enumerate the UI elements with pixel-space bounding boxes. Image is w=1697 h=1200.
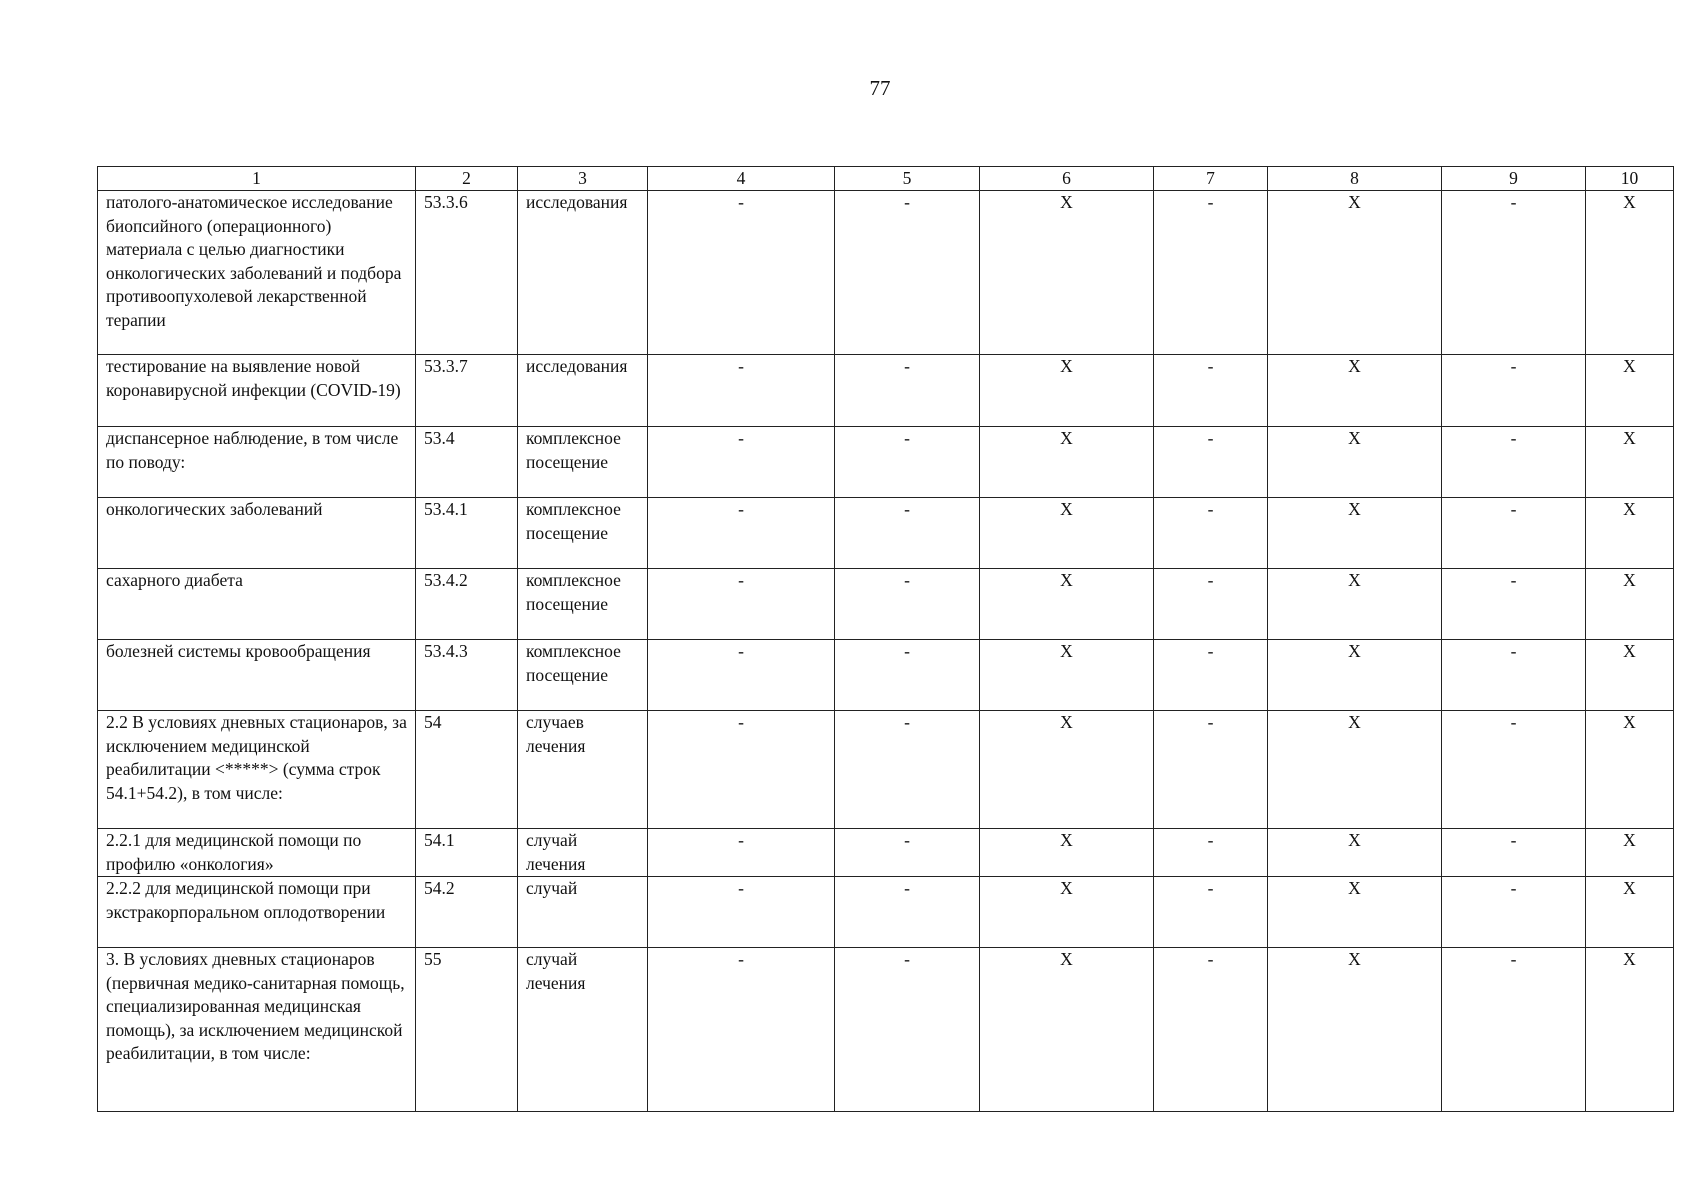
cell-col9: - bbox=[1442, 355, 1586, 427]
cell-col8: X bbox=[1268, 877, 1442, 948]
column-header: 8 bbox=[1268, 167, 1442, 191]
row-name: онкологических заболеваний bbox=[98, 498, 416, 569]
row-code: 53.3.6 bbox=[416, 191, 518, 355]
column-header: 10 bbox=[1586, 167, 1674, 191]
column-header: 2 bbox=[416, 167, 518, 191]
cell-col5: - bbox=[835, 355, 980, 427]
cell-col8: X bbox=[1268, 569, 1442, 640]
cell-col10: X bbox=[1586, 640, 1674, 711]
cell-col4: - bbox=[648, 829, 835, 877]
cell-col4: - bbox=[648, 427, 835, 498]
row-code: 55 bbox=[416, 948, 518, 1112]
table-row bbox=[98, 427, 1674, 498]
cell-col5: - bbox=[835, 711, 980, 829]
table-row bbox=[98, 191, 1674, 355]
cell-col7: - bbox=[1154, 711, 1268, 829]
cell-col10: X bbox=[1586, 948, 1674, 1112]
row-unit: исследования bbox=[518, 191, 648, 355]
table-row bbox=[98, 711, 1674, 829]
column-header: 9 bbox=[1442, 167, 1586, 191]
cell-col4: - bbox=[648, 498, 835, 569]
row-unit: случай лечения bbox=[518, 829, 648, 877]
row-code: 53.4 bbox=[416, 427, 518, 498]
cell-col9: - bbox=[1442, 829, 1586, 877]
cell-col5: - bbox=[835, 829, 980, 877]
cell-col9: - bbox=[1442, 427, 1586, 498]
row-name: сахарного диабета bbox=[98, 569, 416, 640]
row-unit: комплексное посещение bbox=[518, 569, 648, 640]
cell-col10: X bbox=[1586, 427, 1674, 498]
cell-col7: - bbox=[1154, 427, 1268, 498]
column-header: 7 bbox=[1154, 167, 1268, 191]
cell-col5: - bbox=[835, 877, 980, 948]
cell-col7: - bbox=[1154, 829, 1268, 877]
cell-col6: X bbox=[980, 498, 1154, 569]
cell-col7: - bbox=[1154, 355, 1268, 427]
row-code: 53.4.3 bbox=[416, 640, 518, 711]
row-code: 53.3.7 bbox=[416, 355, 518, 427]
table-row bbox=[98, 640, 1674, 711]
cell-col8: X bbox=[1268, 948, 1442, 1112]
cell-col5: - bbox=[835, 640, 980, 711]
cell-col4: - bbox=[648, 711, 835, 829]
header-row bbox=[98, 167, 1674, 191]
cell-col8: X bbox=[1268, 355, 1442, 427]
cell-col5: - bbox=[835, 498, 980, 569]
row-name: 2.2 В условиях дневных стационаров, за исключением медицинской реабилитации <*****> (сумма строк 54.1+54.2), в том числе: bbox=[98, 711, 416, 829]
cell-col9: - bbox=[1442, 498, 1586, 569]
row-code: 53.4.1 bbox=[416, 498, 518, 569]
row-code: 54 bbox=[416, 711, 518, 829]
table-row bbox=[98, 829, 1674, 877]
cell-col4: - bbox=[648, 877, 835, 948]
table-row bbox=[98, 498, 1674, 569]
cell-col7: - bbox=[1154, 498, 1268, 569]
cell-col5: - bbox=[835, 191, 980, 355]
cell-col8: X bbox=[1268, 640, 1442, 711]
table-row bbox=[98, 569, 1674, 640]
page-number: 77 bbox=[869, 76, 891, 100]
row-unit: комплексное посещение bbox=[518, 640, 648, 711]
cell-col7: - bbox=[1154, 569, 1268, 640]
data-table bbox=[97, 166, 1674, 1112]
cell-col4: - bbox=[648, 569, 835, 640]
row-name: болезней системы кровообращения bbox=[98, 640, 416, 711]
row-name: диспансерное наблюдение, в том числе по поводу: bbox=[98, 427, 416, 498]
table-row bbox=[98, 877, 1674, 948]
row-unit: комплексное посещение bbox=[518, 498, 648, 569]
cell-col10: X bbox=[1586, 569, 1674, 640]
row-name: 2.2.1 для медицинской помощи по профилю «онкология» bbox=[98, 829, 416, 877]
cell-col10: X bbox=[1586, 877, 1674, 948]
cell-col7: - bbox=[1154, 877, 1268, 948]
cell-col10: X bbox=[1586, 191, 1674, 355]
cell-col7: - bbox=[1154, 948, 1268, 1112]
cell-col4: - bbox=[648, 355, 835, 427]
table-row bbox=[98, 948, 1674, 1112]
cell-col6: X bbox=[980, 829, 1154, 877]
row-unit: исследования bbox=[518, 355, 648, 427]
cell-col6: X bbox=[980, 948, 1154, 1112]
cell-col6: X bbox=[980, 877, 1154, 948]
row-name: 2.2.2 для медицинской помощи при экстракорпоральном оплодотворении bbox=[98, 877, 416, 948]
cell-col8: X bbox=[1268, 829, 1442, 877]
cell-col7: - bbox=[1154, 191, 1268, 355]
cell-col6: X bbox=[980, 569, 1154, 640]
cell-col6: X bbox=[980, 711, 1154, 829]
cell-col9: - bbox=[1442, 948, 1586, 1112]
cell-col8: X bbox=[1268, 498, 1442, 569]
cell-col6: X bbox=[980, 355, 1154, 427]
cell-col7: - bbox=[1154, 640, 1268, 711]
column-header: 1 bbox=[98, 167, 416, 191]
table-row bbox=[98, 355, 1674, 427]
cell-col10: X bbox=[1586, 498, 1674, 569]
row-unit: случай bbox=[518, 877, 648, 948]
cell-col5: - bbox=[835, 948, 980, 1112]
cell-col6: X bbox=[980, 640, 1154, 711]
cell-col10: X bbox=[1586, 829, 1674, 877]
cell-col4: - bbox=[648, 948, 835, 1112]
row-name: 3. В условиях дневных стационаров (первичная медико-санитарная помощь, специализированная медицинская помощь), за исключением медицинской реабилитации, в том числе: bbox=[98, 948, 416, 1112]
row-code: 54.1 bbox=[416, 829, 518, 877]
cell-col10: X bbox=[1586, 711, 1674, 829]
cell-col8: X bbox=[1268, 191, 1442, 355]
column-header: 6 bbox=[980, 167, 1154, 191]
cell-col6: X bbox=[980, 427, 1154, 498]
row-unit: случаев лечения bbox=[518, 711, 648, 829]
cell-col5: - bbox=[835, 569, 980, 640]
row-code: 54.2 bbox=[416, 877, 518, 948]
cell-col4: - bbox=[648, 640, 835, 711]
cell-col9: - bbox=[1442, 191, 1586, 355]
cell-col9: - bbox=[1442, 569, 1586, 640]
row-unit: случай лечения bbox=[518, 948, 648, 1112]
column-header: 4 bbox=[648, 167, 835, 191]
row-unit: комплексное посещение bbox=[518, 427, 648, 498]
cell-col4: - bbox=[648, 191, 835, 355]
cell-col9: - bbox=[1442, 711, 1586, 829]
cell-col6: X bbox=[980, 191, 1154, 355]
cell-col8: X bbox=[1268, 427, 1442, 498]
cell-col9: - bbox=[1442, 640, 1586, 711]
cell-col10: X bbox=[1586, 355, 1674, 427]
row-name: патолого-анатомическое исследование биопсийного (операционного) материала с целью диагностики онкологических заболеваний и подбора противоопухолевой лекарственной терапии bbox=[98, 191, 416, 355]
row-name: тестирование на выявление новой коронавирусной инфекции (COVID-19) bbox=[98, 355, 416, 427]
column-header: 3 bbox=[518, 167, 648, 191]
row-code: 53.4.2 bbox=[416, 569, 518, 640]
column-header: 5 bbox=[835, 167, 980, 191]
cell-col8: X bbox=[1268, 711, 1442, 829]
cell-col5: - bbox=[835, 427, 980, 498]
cell-col9: - bbox=[1442, 877, 1586, 948]
